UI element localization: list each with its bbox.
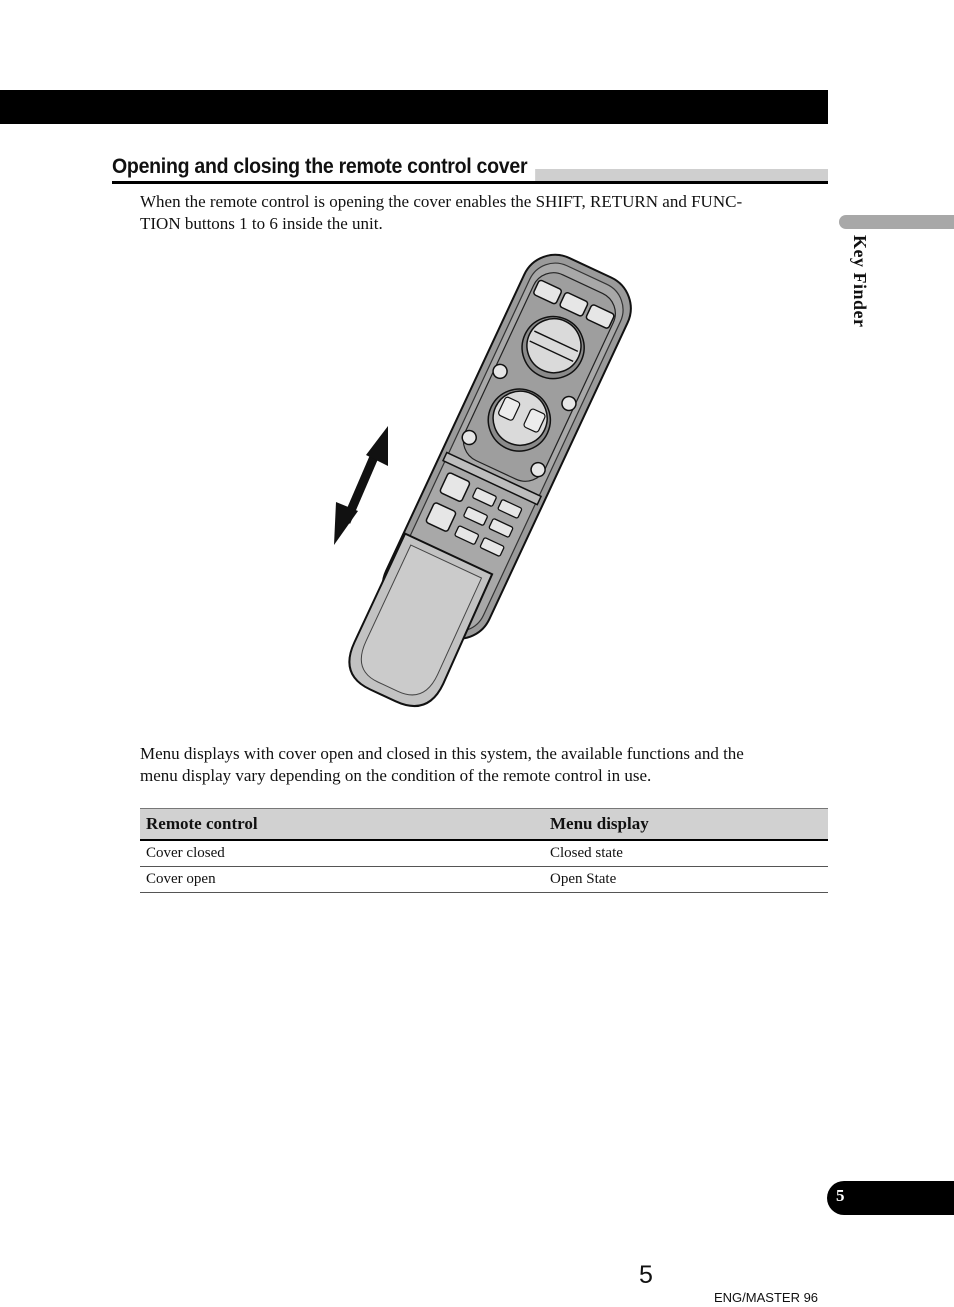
table-cell: Cover open — [140, 867, 544, 893]
column-header-menu-display: Menu display — [544, 809, 828, 841]
menu-note-line: menu display vary depending on the condition of the remote control in use. — [140, 766, 652, 785]
key-finder-label: Key Finder — [850, 235, 870, 328]
top-header-band — [0, 90, 828, 124]
table-row — [140, 867, 828, 893]
footer-code: ENG/MASTER 96 — [714, 1290, 819, 1305]
key-finder-tab — [839, 215, 954, 229]
double-arrow-icon — [334, 426, 388, 545]
menu-note-line: Menu displays with cover open and closed in this system, the available functions and the — [140, 744, 744, 763]
remote-control-with-open-cover-illustration — [300, 245, 640, 730]
menu-note-paragraph — [140, 743, 800, 787]
table-cell: Cover closed — [140, 840, 544, 867]
section-heading — [112, 153, 828, 186]
table-cell: Open State — [544, 867, 828, 893]
column-header-remote-control: Remote control — [140, 809, 544, 841]
section-number-tab: 5 — [827, 1181, 954, 1215]
intro-paragraph — [140, 191, 800, 235]
table-header-row — [140, 809, 828, 841]
intro-line: TION buttons 1 to 6 inside the unit. — [140, 214, 383, 233]
table-cell: Closed state — [544, 840, 828, 867]
heading-rule — [112, 181, 828, 184]
page-number: 5 — [639, 1261, 653, 1289]
menu-display-table — [140, 808, 828, 893]
page-title: Opening and closing the remote control cover — [112, 153, 535, 181]
intro-line: When the remote control is opening the cover enables the SHIFT, RETURN and FUNC- — [140, 192, 743, 211]
table-row — [140, 840, 828, 867]
